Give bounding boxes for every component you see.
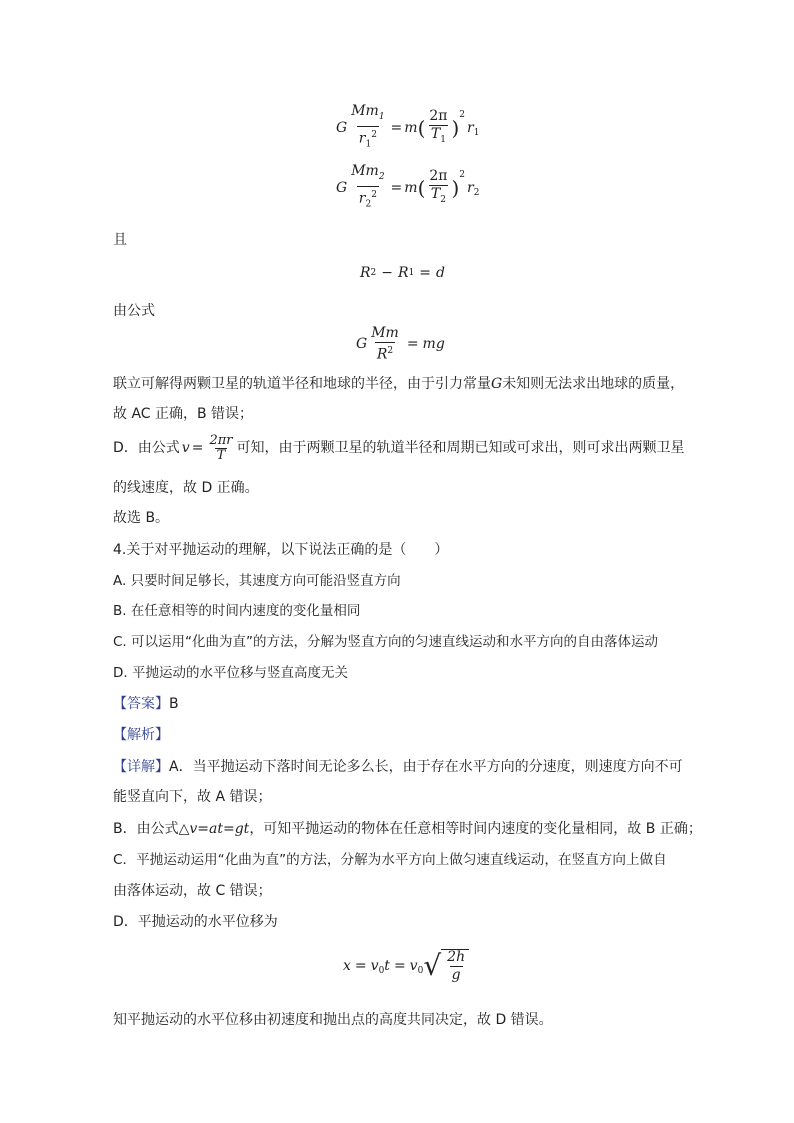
detail-b: B．由公式△v=at=gt，可知平抛运动的物体在任意相等时间内速度的变化量相同，故 B 正确；: [113, 821, 702, 837]
equation-gravity: G $\frac{Mm}{R^2}$ = mg: [356, 324, 445, 363]
paragraph-3: 故选 B。: [113, 510, 170, 526]
final-line: 知平抛运动的水平位移由初速度和抛出点的高度共同决定，故 D 错误。: [113, 1012, 553, 1028]
eq-fraction: $\frac{Mm_1}{r_1^2}$: [349, 104, 386, 152]
detail-c-line-2: 由落体运动，故 C 错误；: [113, 883, 272, 899]
equation-horizontal-displacement: x = v $_0$ t = v $_0$ √ $\frac{2h}{g}$: [343, 944, 469, 988]
eq-symbol: G: [336, 120, 348, 136]
equation-orbit-2: G $\frac{Mm_2}{r_2^2}$ = m ( $\frac{2\pi}{T_2}$ ) $^2$ r $_2$: [336, 166, 479, 210]
text-qie: 且: [113, 232, 127, 248]
question-4-option-c: C. 可以运用“化曲为直”的方法，分解为竖直方向的匀速直线运动和水平方向的自由落体运动: [113, 634, 658, 650]
paragraph-1-line-2: 故 AC 正确，B 错误；: [113, 406, 254, 422]
detail-c-line-1: C．平抛运动运用“化曲为直”的方法，分解为水平方向上做匀速直线运动，在竖直方向上做自: [113, 852, 667, 868]
detail-d-line-1: D．平抛运动的水平位移为: [113, 914, 278, 930]
equation-orbit-1: G $\frac{Mm_1}{r_1^2}$ = m ( $\frac{2\pi}{T_1}$ ) $^2$ r $_1$: [336, 106, 479, 150]
detail-a-line-1: 【详解】A．当平抛运动下落时间无论多么长，由于存在水平方向的分速度，则速度方向不可: [113, 759, 683, 775]
paragraph-2-line-2: 的线速度，故 D 正确。: [113, 480, 259, 496]
text-by-formula: 由公式: [113, 303, 155, 319]
answer-line: 【答案】B: [113, 696, 179, 712]
paragraph-2-line-1: D．由公式 v = $\frac{2\pi r}{T}$ 可知，由于两颗卫星的轨道半径和周期已知或可求出，则可求出两颗卫星: [113, 432, 685, 463]
equation-radius-diff: R 2 − R 1 = d: [360, 265, 445, 281]
question-4-option-b: B. 在任意相等的时间内速度的变化量相同: [113, 603, 361, 619]
analysis-label: 【解析】: [113, 727, 169, 743]
detail-a-line-2: 能竖直向下，故 A 错误；: [113, 789, 272, 805]
question-4-stem: 4.关于对平抛运动的理解，以下说法正确的是（ ）: [113, 542, 449, 558]
sqrt-symbol: √ $\frac{2h}{g}$: [423, 949, 469, 983]
question-4-option-a: A. 只要时间足够长，其速度方向可能沿竖直方向: [113, 573, 401, 589]
question-4-option-d: D. 平抛运动的水平位移与竖直高度无关: [113, 665, 348, 681]
paragraph-1-line-1: 联立可解得两颗卫星的轨道半径和地球的半径，由于引力常量G未知则无法求出地球的质量，: [113, 376, 685, 392]
